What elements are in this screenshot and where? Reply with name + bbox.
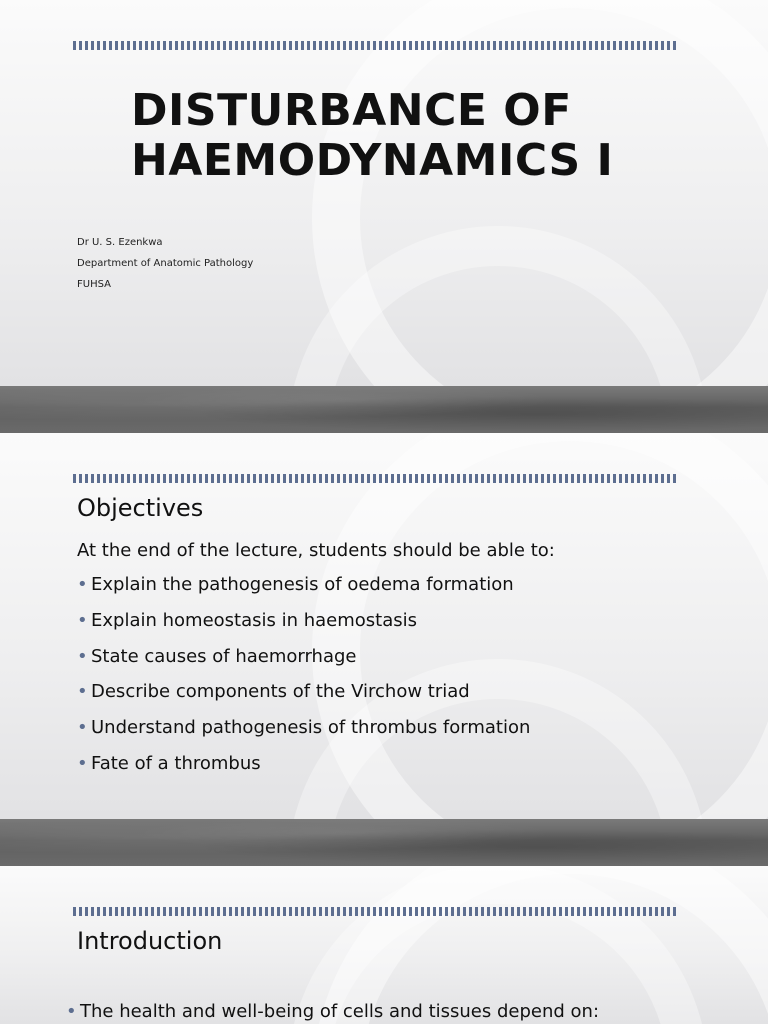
slide-heading: Introduction — [77, 927, 223, 955]
slide-divider — [0, 819, 768, 866]
objectives-intro: At the end of the lecture, students should be able to: — [77, 540, 555, 561]
list-item: • Fate of a thrombus — [77, 755, 530, 773]
slide-objectives — [0, 433, 768, 819]
list-item: • Explain the pathogenesis of oedema formation — [77, 576, 530, 594]
presentation-title — [131, 86, 613, 186]
department-name: Department of Anatomic Pathology — [77, 258, 254, 269]
decorative-stripe — [73, 474, 676, 483]
presenter-info — [77, 232, 253, 295]
slide-title — [0, 0, 768, 386]
title-line-2: HAEMODYNAMICS I — [131, 135, 614, 186]
author-name: Dr U. S. Ezenkwa — [77, 237, 163, 248]
objectives-list — [77, 576, 530, 791]
institution-name: FUHSA — [77, 279, 111, 290]
list-item: • Describe components of the Virchow triad — [77, 683, 530, 701]
decorative-stripe — [73, 907, 676, 916]
slide-heading: Objectives — [77, 494, 204, 522]
title-line-1: DISTURBANCE OF — [131, 85, 572, 136]
list-item: • Understand pathogenesis of thrombus formation — [77, 719, 530, 737]
slide-divider — [0, 386, 768, 433]
list-item: • Explain homeostasis in haemostasis — [77, 612, 530, 630]
decorative-stripe — [73, 41, 676, 50]
list-item: • State causes of haemorrhage — [77, 648, 530, 666]
list-item: • The health and well-being of cells and tissues depend on: — [66, 1001, 599, 1022]
